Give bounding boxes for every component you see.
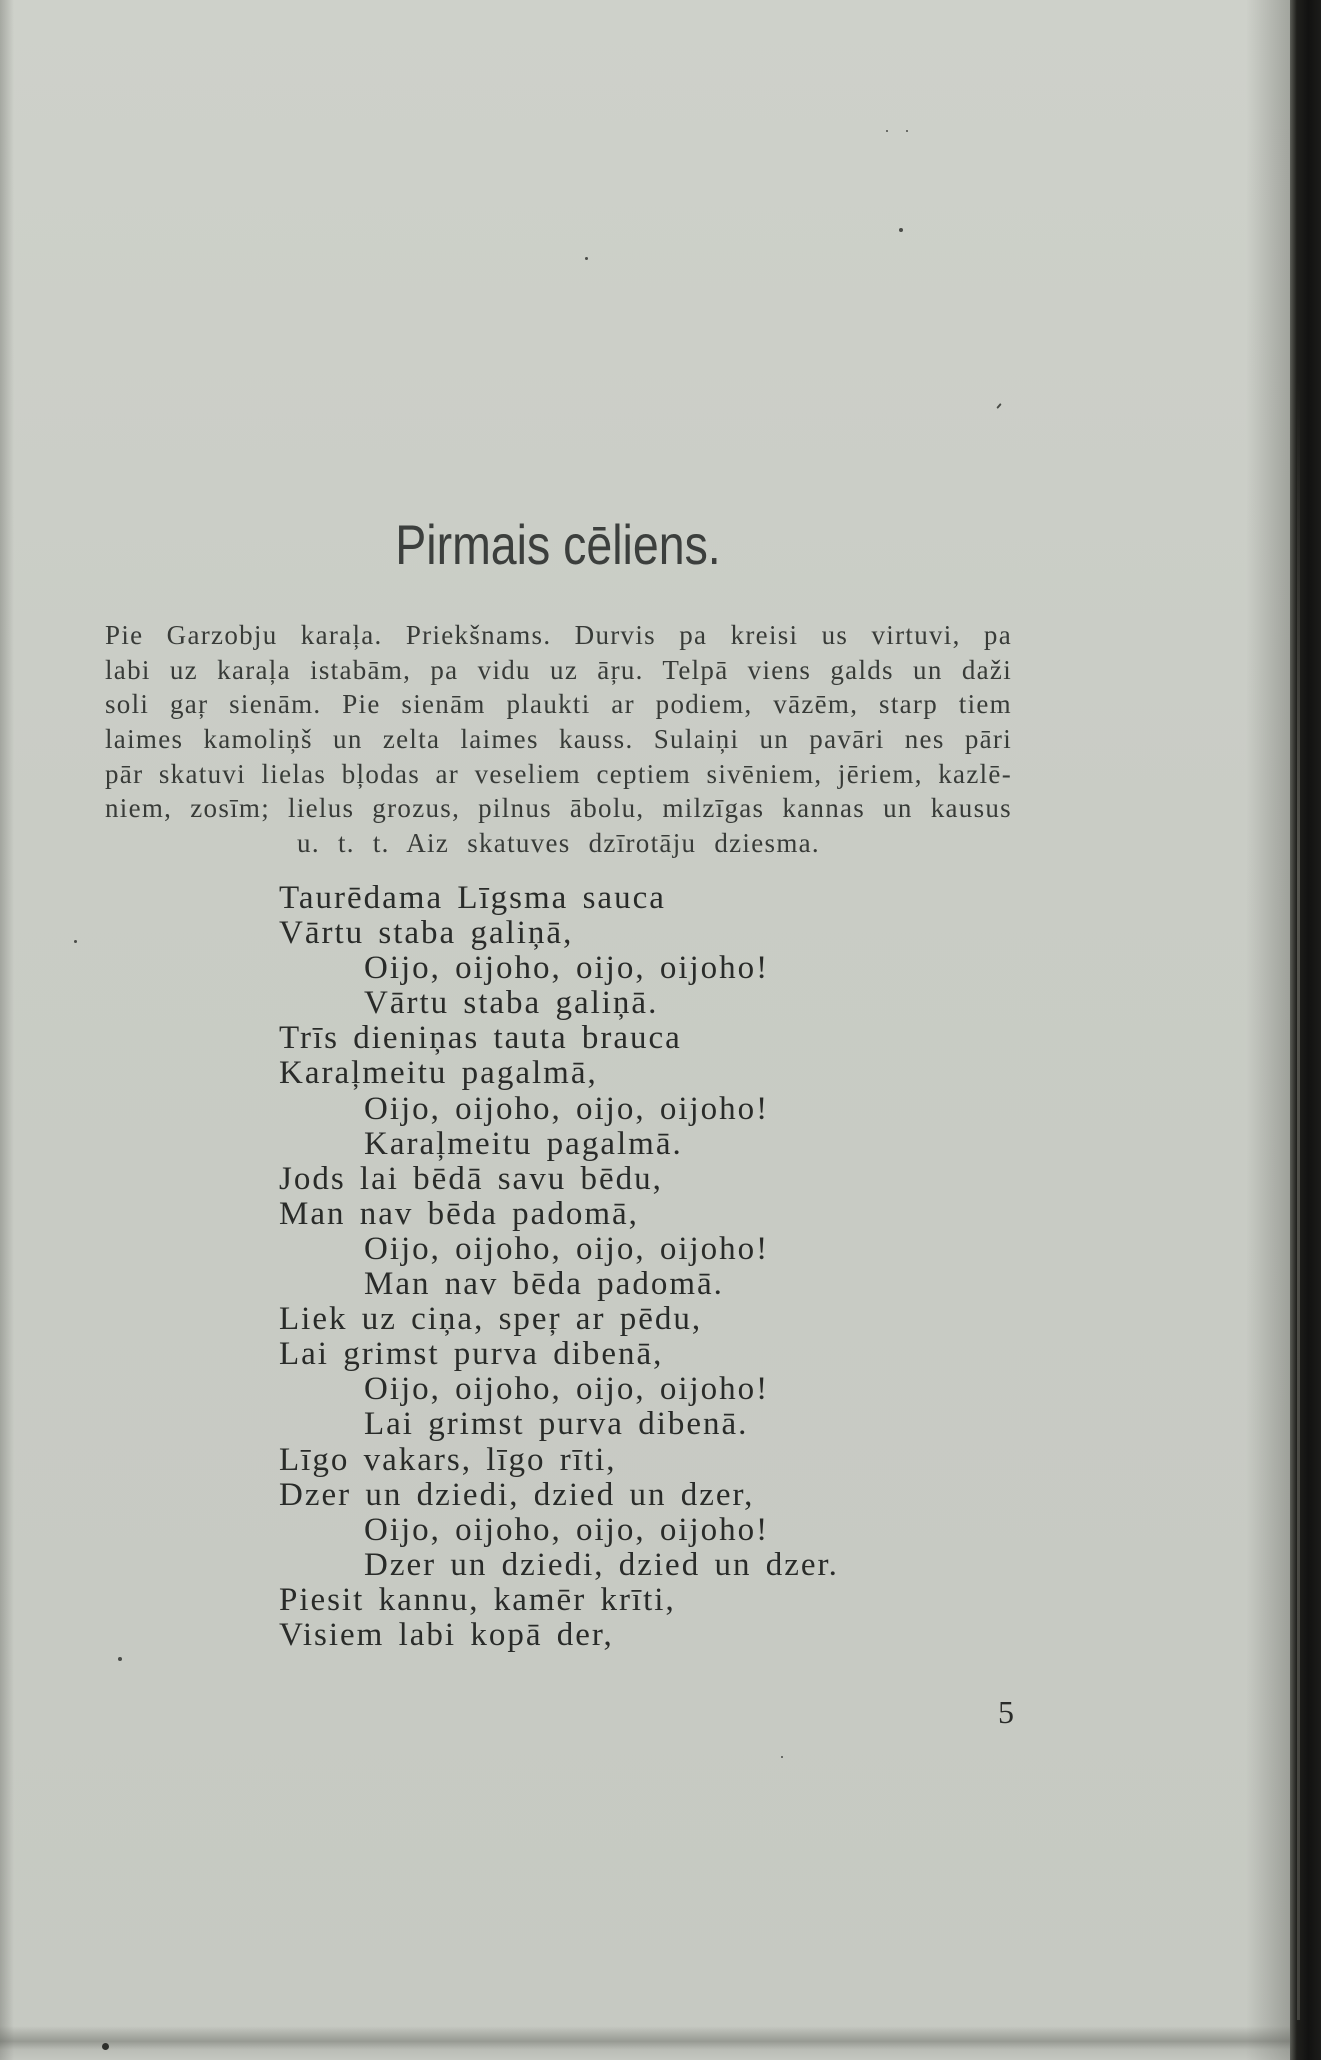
song-stanza bbox=[279, 1162, 999, 1302]
stage-direction-line: Pie Garzobju karaļa. Priekšnams. Durvis pa kreisi us virtuvi, pa bbox=[105, 620, 1012, 650]
song-line: Visiem labi kopā der, bbox=[279, 1616, 614, 1653]
song-line: Jods lai bēdā savu bēdu, bbox=[279, 1160, 663, 1197]
song-stanza bbox=[279, 881, 999, 1021]
stage-direction-line: laimes kamoliņš un zelta laimes kauss. Sulaiņi un pavāri nes pāri bbox=[105, 724, 1012, 755]
song-line: Vārtu staba galiņā, bbox=[279, 915, 574, 952]
song-refrain-line: Oijo, oijoho, oijo, oijoho! bbox=[364, 950, 770, 987]
song-refrain-line: Lai grimst purva dibenā. bbox=[364, 1406, 749, 1443]
song-lyrics bbox=[279, 881, 999, 1653]
song-stanza bbox=[279, 1021, 999, 1161]
song-stanza bbox=[279, 1583, 999, 1653]
page-bottom-edge bbox=[0, 2026, 1290, 2060]
stage-direction-line: soli gaŗ sienām. Pie sienām plaukti ar podiem, vāzēm, starp tiem bbox=[105, 689, 1012, 720]
song-refrain-line: Oijo, oijoho, oijo, oijoho! bbox=[364, 1371, 770, 1408]
song-refrain-line: Oijo, oijoho, oijo, oijoho! bbox=[364, 1511, 770, 1548]
scan-border bbox=[1290, 0, 1321, 2060]
song-line: Dzer un dziedi, dzied un dzer, bbox=[279, 1476, 755, 1513]
song-line: Līgo vakars, līgo rīti, bbox=[279, 1441, 617, 1478]
song-stanza bbox=[279, 1443, 999, 1583]
song-line: Taurēdama Līgsma sauca bbox=[279, 880, 666, 916]
song-line: Trīs dieniņas tauta brauca bbox=[279, 1020, 682, 1057]
song-refrain-line: Man nav bēda padomā. bbox=[364, 1266, 724, 1303]
song-refrain-line: Karaļmeitu pagalmā. bbox=[364, 1125, 683, 1162]
song-stanza bbox=[279, 1302, 999, 1442]
song-refrain-line: Oijo, oijoho, oijo, oijoho! bbox=[364, 1230, 770, 1267]
scan-speck bbox=[102, 2043, 109, 2050]
song-line: Lai grimst purva dibenā, bbox=[279, 1336, 664, 1373]
song-line: Liek uz ciņa, speŗ ar pēdu, bbox=[279, 1301, 703, 1338]
scan-speck bbox=[886, 130, 888, 132]
stage-directions bbox=[105, 618, 1012, 861]
song-refrain-line: Dzer un dziedi, dzied un dzer. bbox=[364, 1546, 839, 1583]
song-refrain-line: Vārtu staba galiņā. bbox=[364, 985, 659, 1022]
scan-speck bbox=[899, 228, 903, 232]
scan-speck bbox=[585, 257, 588, 260]
page-number: 5 bbox=[998, 1694, 1014, 1730]
stage-direction-line: pār skatuvi lielas bļodas ar veseliem ceptiem sivēniem, jēriem, kazlē- bbox=[105, 758, 1012, 789]
scan-speck bbox=[996, 403, 1001, 409]
scan-border-highlight bbox=[1297, 380, 1300, 2020]
song-line: Piesit kannu, kamēr krīti, bbox=[279, 1581, 676, 1618]
stage-direction-line: labi uz karaļa istabām, pa vidu uz āŗu. Telpā viens galds un daži bbox=[105, 654, 1012, 685]
scan-speck bbox=[906, 130, 908, 132]
stage-direction-line: niem, zosīm; lielus grozus, pilnus ābolu, milzīgas kannas un kausus bbox=[105, 793, 1012, 824]
song-refrain-line: Oijo, oijoho, oijo, oijoho! bbox=[364, 1090, 770, 1127]
page-right-edge-shadow bbox=[1246, 0, 1290, 2060]
song-line: Karaļmeitu pagalmā, bbox=[279, 1055, 598, 1092]
scan-speck bbox=[781, 1756, 783, 1758]
page-left-edge-shadow bbox=[0, 0, 14, 2060]
act-title: Pirmais cēliens. bbox=[395, 513, 721, 576]
stage-direction-last-line: u. t. t. Aiz skatuves dzīrotāju dziesma. bbox=[297, 828, 820, 859]
scan-speck bbox=[118, 1657, 122, 1661]
song-line: Man nav bēda padomā, bbox=[279, 1195, 639, 1232]
scan-speck bbox=[74, 940, 77, 943]
